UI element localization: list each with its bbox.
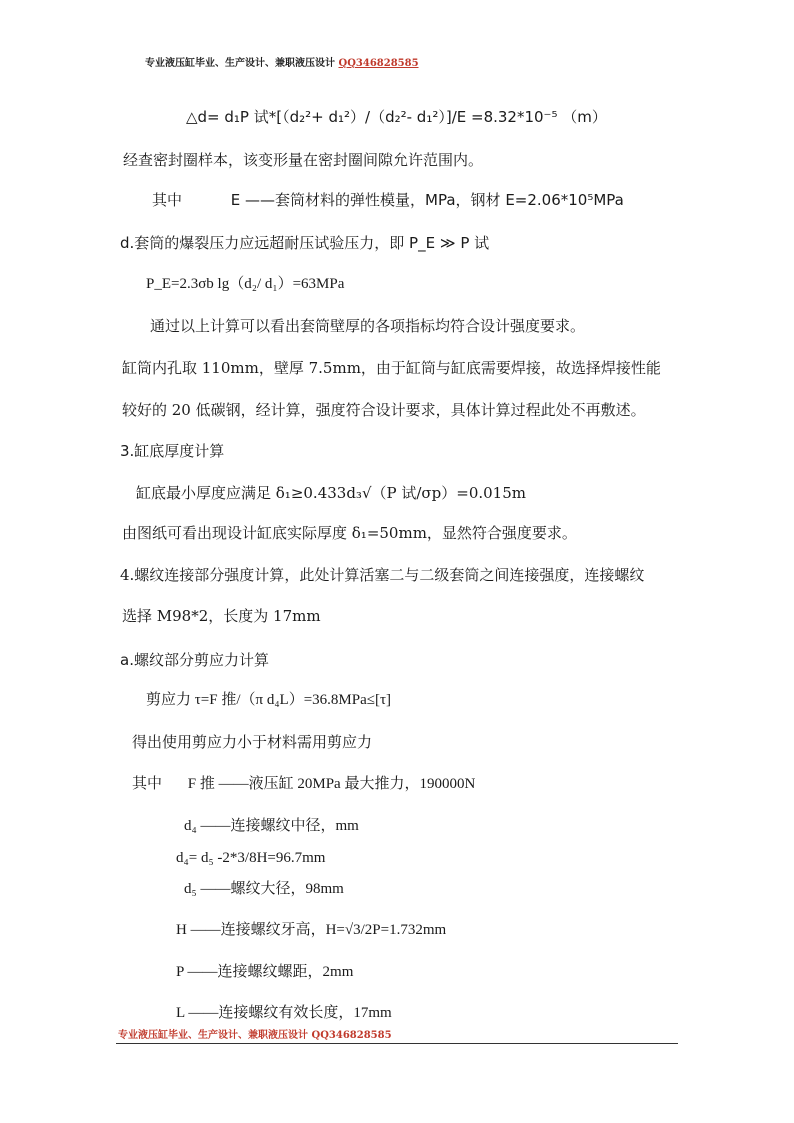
- def-f-block: [132, 774, 475, 794]
- def-p: P ——连接螺纹螺距，2mm: [176, 964, 354, 980]
- item-d-text: d.套筒的爆裂压力应远超耐压试验压力，即 P_E ≫ P 试: [120, 234, 490, 252]
- def-d4: d₄ ——连接螺纹中径，mm: [184, 818, 359, 834]
- bore-text-line-2: 较好的 20 低碳钢，经计算，强度符合设计要求，具体计算过程此处不再敷述。: [122, 401, 646, 419]
- formula-pe: P_E=2.3σb lg（d₂/ d₁）=63MPa: [146, 276, 345, 292]
- section-4-line-2: 选择 M98*2，长度为 17mm: [122, 607, 321, 625]
- def-h: H ——连接螺纹牙高，H=√3/2P=1.732mm: [176, 922, 447, 938]
- bottom-actual-text: 由图纸可看出现设计缸底实际厚度 δ₁=50mm，显然符合强度要求。: [122, 524, 577, 542]
- where-e-text: E ——套筒材料的弹性模量，MPa，钢材 E=2.06*10⁵MPa: [230, 191, 624, 209]
- def-d4-formula: d₄= d₅ -2*3/8H=96.7mm: [176, 850, 326, 866]
- page-footer: 专业液压缸毕业、生产设计、兼职液压设计 QQ346828585: [118, 1030, 392, 1041]
- conclusion-text: 通过以上计算可以看出套筒壁厚的各项指标均符合设计强度要求。: [150, 317, 586, 335]
- item-a-title: a.螺纹部分剪应力计算: [120, 651, 269, 669]
- bore-text-line-1: 缸筒内孔取 110mm，壁厚 7.5mm，由于缸筒与缸底需要焊接，故选择焊接性能: [122, 359, 661, 377]
- def-l: L ——连接螺纹有效长度，17mm: [176, 1005, 392, 1021]
- def-d5: d₅ ——螺纹大径，98mm: [184, 881, 344, 897]
- where-label: 其中: [152, 191, 183, 209]
- seal-check-text: 经查密封圈样本，该变形量在密封圈间隙允许范围内。: [123, 151, 484, 169]
- formula-tau: 剪应力 τ=F 推/（π d₄L）=36.8MPa≤[τ]: [146, 692, 392, 708]
- where-label-2: 其中: [132, 776, 163, 792]
- result-text: 得出使用剪应力小于材料需用剪应力: [132, 733, 373, 751]
- footer-rule: [116, 1043, 678, 1044]
- def-f-text: F 推 ——液压缸 20MPa 最大推力，190000N: [187, 776, 476, 792]
- section-4-line-1: 4.螺纹连接部分强度计算，此处计算活塞二与二级套筒之间连接强度，连接螺纹: [120, 566, 645, 584]
- formula-bottom-thickness: 缸底最小厚度应满足 δ₁≥0.433d₃√（P 试/σp）=0.015m: [136, 484, 526, 502]
- where-e-block: [152, 190, 624, 210]
- page-header: [145, 54, 419, 74]
- formula-delta-d: △d= d₁P 试*[（d₂²+ d₁²）/（d₂²- d₁²）]/E =8.32*10⁻⁵ （m）: [186, 108, 607, 126]
- header-text: 专业液压缸毕业、生产设计、兼职液压设计: [145, 58, 335, 69]
- section-3-title: 3.缸底厚度计算: [120, 442, 225, 460]
- header-qq-link[interactable]: QQ346828585: [338, 58, 419, 69]
